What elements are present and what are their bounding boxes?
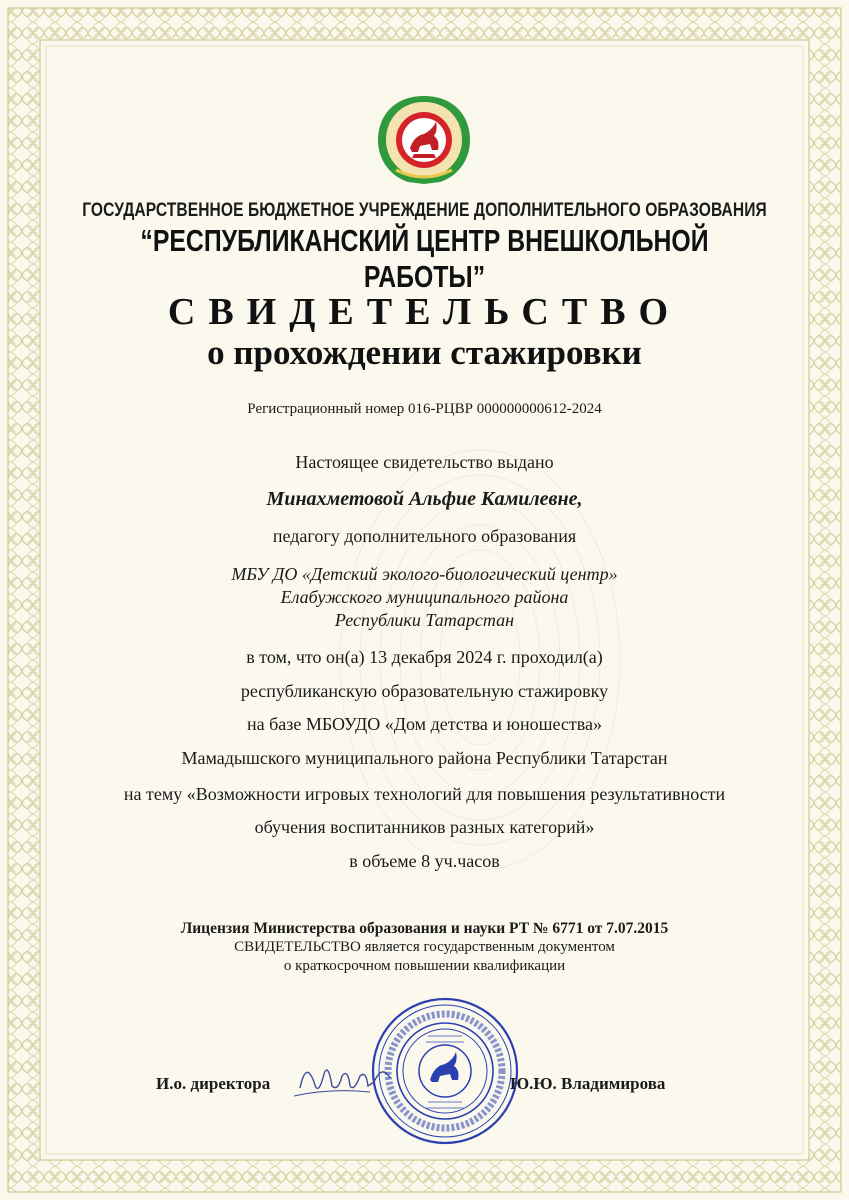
- director-signature-icon: [290, 1052, 400, 1112]
- certificate-subtitle: о прохождении стажировки: [207, 333, 642, 372]
- license-line-2: СВИДЕТЕЛЬСТВО является государственным документом: [234, 939, 615, 955]
- org-line-2: “РЕСПУБЛИКАНСКИЙ ЦЕНТР ВНЕШКОЛЬНОЙ РАБОТЫ”: [140, 223, 709, 294]
- org-line-1: ГОСУДАРСТВЕННОЕ БЮДЖЕТНОЕ УЧРЕЖДЕНИЕ ДОПОЛНИТЕЛЬНОГО ОБРАЗОВАНИЯ: [82, 200, 767, 221]
- institution-line-2: Елабужского муниципального района: [280, 587, 569, 607]
- recipient-position: педагогу дополнительного образования: [272, 526, 577, 546]
- detail-line-4: Мамадышского муниципального района Республики Татарстан: [181, 748, 668, 768]
- detail-line-3: на базе МБОУДО «Дом детства и юношества»: [246, 714, 603, 734]
- certificate-title: СВИДЕТЕЛЬСТВО: [167, 291, 682, 333]
- detail-line-6: обучения воспитанников разных категорий»: [254, 817, 595, 837]
- institution-line-3: Республики Татарстан: [334, 610, 515, 630]
- registration-number: Регистрационный номер 016-РЦВР 000000000612-2024: [247, 401, 602, 417]
- recipient-name: Минахметовой Альфие Камилевне,: [266, 488, 583, 510]
- institution-line-1: МБУ ДО «Детский эколого-биологический центр»: [231, 564, 618, 584]
- detail-line-5: на тему «Возможности игровых технологий для повышения результативности: [123, 784, 726, 804]
- tatarstan-emblem-icon: [374, 94, 474, 186]
- detail-line-1: в том, что он(а) 13 декабря 2024 г. проходил(а): [246, 647, 603, 667]
- detail-line-2: республиканскую образовательную стажировку: [240, 681, 609, 701]
- detail-line-7: в объеме 8 уч.часов: [349, 851, 500, 871]
- signature-name: Ю.Ю. Владимирова: [510, 1074, 666, 1093]
- license-line-3: о краткосрочном повышении квалификации: [283, 958, 566, 974]
- signature-role: И.о. директора: [156, 1074, 271, 1093]
- license-line-1: Лицензия Министерства образования и науки РТ № 6771 от 7.07.2015: [180, 920, 669, 937]
- issued-line: Настоящее свидетельство выдано: [295, 452, 554, 472]
